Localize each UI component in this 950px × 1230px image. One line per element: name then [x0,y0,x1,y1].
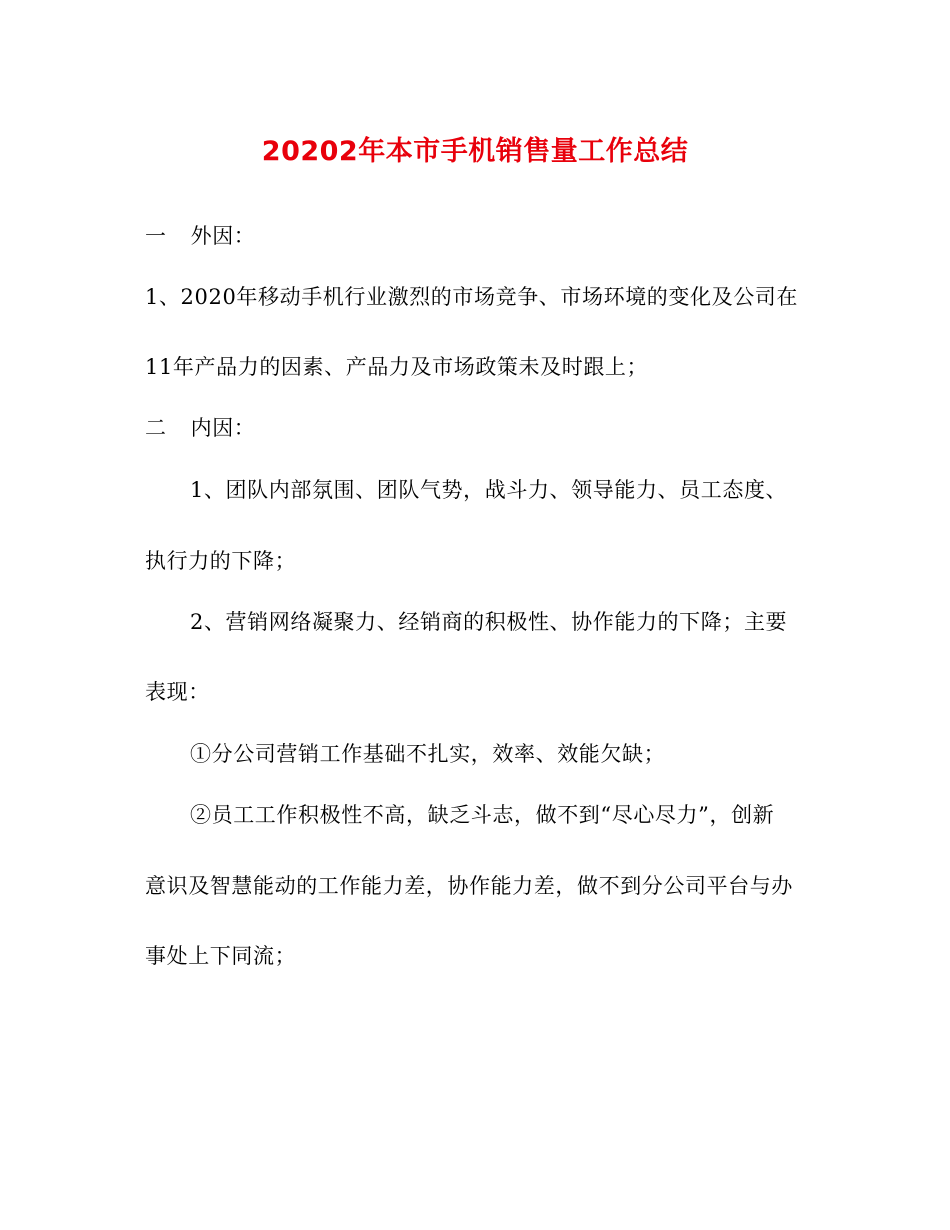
section-number: 二 [145,416,167,440]
section-number: 一 [145,224,167,248]
paragraph-line: 事处上下同流； [145,944,297,968]
paragraph-line: 2、营销网络凝聚力、经销商的积极性、协作能力的下降；主要 [190,610,788,634]
paragraph-line: 表现： [145,680,210,704]
paragraph-line: 1、2020年移动手机行业激烈的市场竞争、市场环境的变化及公司在 [145,285,799,309]
section-heading-text: 内因： [190,416,256,440]
paragraph-line: ②员工工作积极性不高，缺乏斗志，做不到“尽心尽力”，创新 [190,803,775,827]
paragraph-line: 执行力的下降； [145,549,297,573]
paragraph-line: 1、团队内部氛围、团队气势，战斗力、领导能力、员工态度、 [190,478,788,502]
document-title: 20202年本市手机销售量工作总结 [261,136,689,167]
paragraph-line: 11年产品力的因素、产品力及市场政策未及时跟上； [145,355,649,379]
paragraph-line: 意识及智慧能动的工作能力差，协作能力差，做不到分公司平台与办 [145,874,793,898]
section-heading-external [145,221,255,251]
section-heading-internal [145,413,255,443]
section-heading-text: 外因： [190,224,256,248]
paragraph-line: ①分公司营销工作基础不扎实，效率、效能欠缺； [190,742,666,766]
